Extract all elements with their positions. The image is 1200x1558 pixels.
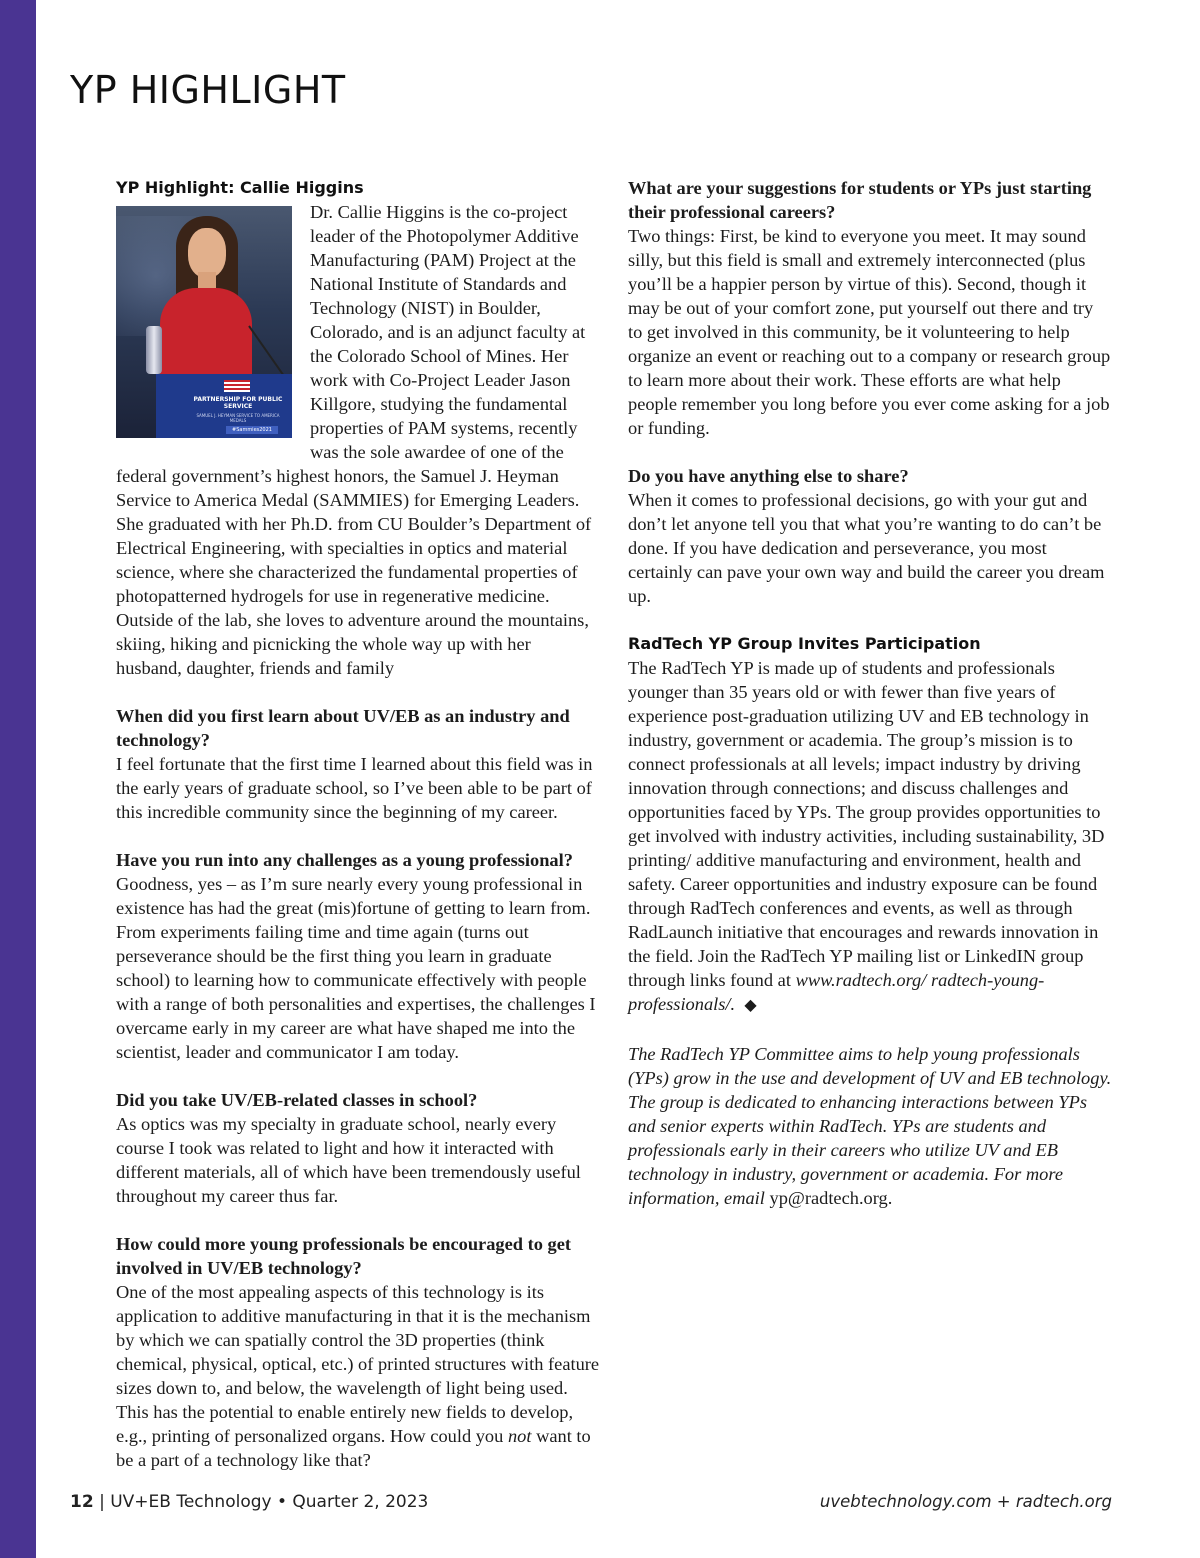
answer-4-emphasis: not: [507, 1426, 532, 1446]
answer-5: Two things: First, be kind to everyone you meet. It may sound silly, but this field is small and extremely interconnected (plus you’ll be a happier person by virtue of this). Second, though it may be out of your comfort zone, put yourself out there and try to get involved in this community, be it volunteering to help organize an event or reaching out to a company or research group to learn more about their work. These efforts are what help people remember you long before you ever come asking for a job or funding.: [628, 226, 1111, 438]
end-diamond-icon: ◆: [744, 997, 757, 1014]
podium-subtext: SAMUEL J. HEYMAN SERVICE TO AMERICA MEDALS: [196, 413, 280, 423]
committee-email[interactable]: yp@radtech.org.: [769, 1188, 893, 1208]
answer-4-text-end: want to be a part of a technology like that?: [116, 1426, 591, 1470]
question-2: Have you run into any challenges as a young professional?: [116, 850, 573, 870]
answer-4-text: One of the most appealing aspects of this technology is its application to additive manufacturing in that it is the mechanism by which we can spatially control the 3D properties (think chemical, physical, optical, etc.) of printed structures with feature sizes down to, and below, the wavelength of light being used. This has the potential to enable entirely new fields to develop, e.g., printing of personalized organs. How could you: [116, 1282, 600, 1446]
group-body: The RadTech YP is made up of students and professionals younger than 35 years old or with fewer than five years of experience post-graduation utilizing UV and EB technology in industry, government or academia. The group’s mission is to connect professionals at all levels; impact industry by driving innovation through connections; and discuss challenges and opportunities faced by YPs. The group provides opportunities to get involved with industry activities, including sustainability, 3D printing/ additive manufacturing and environment, health and safety. Career opportunities and industry exposure can be found through RadTech conferences and events, as well as through RadLaunch initiative that encourages and rewards innovation in the field. Join the RadTech YP mailing list or LinkedIN group through links found at: [628, 658, 1105, 990]
answer-1: I feel fortunate that the first time I learned about this field was in the early years of graduate school, so I’ve been able to be part of this incredible community since the beginning of my career.: [116, 754, 593, 822]
podium-tag: #Sammies2021: [226, 426, 278, 434]
committee-text: The RadTech YP Committee aims to help young professionals (YPs) grow in the use and development of UV and EB technology. The group is dedicated to enhancing interactions between YPs and senior experts within RadTech. YPs are students and professionals early in their careers who utilize UV and EB technology in industry, government or academia. For more information, email: [628, 1044, 1112, 1208]
answer-6: When it comes to professional decisions, go with your gut and don’t let anyone tell you that what you’re wanting to do can’t be done. If you have dedication and perseverance, you most certainly can pave your own way and build the career you dream up.: [628, 490, 1105, 606]
callie-higgins-photo: [116, 206, 292, 438]
microphone: [248, 325, 284, 375]
footer-sites: uvebtechnology.com + radtech.org: [819, 1492, 1112, 1511]
intro-paragraph: Dr. Callie Higgins is the co-project leader of the Photopolymer Additive Manufacturing (PAM) Project at the National Institute of Standards and Technology (NIST) in Boulder, Colorado, and is an adjunct faculty at the Colorado School of Mines. Her work with Co-Project Leader Jason Killgore, studying the fundamental properties of PAM systems, recently was the sole awardee of one of the federal government’s highest honors, the Samuel J. Heyman Service to America Medal (SAMMIES) for Emerging Leaders. She graduated with her Ph.D. from CU Boulder’s Department of Electrical Engineering, with specialties in optics and material science, where she characterized the fundamental properties of photopatterned hydrogels for use in regenerative medicine. Outside of the lab, she loves to adventure around the mountains, skiing, hiking and picnicking the whole way up with her husband, daughter, friends and family: [116, 202, 592, 678]
question-4: How could more young professionals be encouraged to get involved in UV/EB technology?: [116, 1234, 571, 1278]
photo-face: [188, 228, 226, 278]
question-1: When did you first learn about UV/EB as an industry and technology?: [116, 706, 570, 750]
podium-text: PARTNERSHIP FOR PUBLIC SERVICE: [193, 396, 283, 410]
right-column: [628, 176, 1112, 1210]
article-heading: YP Highlight: Callie Higgins: [116, 178, 364, 197]
side-color-bar: [0, 0, 36, 1558]
publication-name: UV+EB Technology • Quarter 2, 2023: [110, 1492, 429, 1512]
group-paragraph: [628, 656, 1112, 1018]
award-trophy: [146, 326, 162, 374]
answer-3: As optics was my specialty in graduate school, nearly every course I took was related to light and how it interacted with different materials, all of which have been tremendously useful throughout my career thus far.: [116, 1114, 581, 1206]
footer-left: [70, 1490, 428, 1514]
page-number: 12: [70, 1492, 94, 1512]
question-5: What are your suggestions for students or YPs just starting their professional careers?: [628, 178, 1092, 222]
group-heading: RadTech YP Group Invites Participation: [628, 634, 981, 653]
question-3: Did you take UV/EB-related classes in school?: [116, 1090, 478, 1110]
left-column: [116, 176, 600, 1496]
footer-separator: |: [99, 1492, 105, 1512]
committee-paragraph: [628, 1042, 1112, 1210]
answer-4: [116, 1280, 600, 1472]
page-title: YP HIGHLIGHT: [70, 68, 346, 112]
answer-2: Goodness, yes – as I’m sure nearly every young professional in existence has had the great (mis)fortune of getting to learn from. From experiments failing time and time again (turns out perseverance should be the first thing you learn in graduate school) to learning how to communicate effectively with people with a range of both personalities and expertises, the challenges I overcame early in my career are what have shaped me into the scientist, leader and communicator I am today.: [116, 874, 596, 1062]
question-6: Do you have anything else to share?: [628, 466, 909, 486]
podium-flag-logo: [224, 380, 250, 392]
group-link[interactable]: www.radtech.org/ radtech-young-professionals/.: [628, 970, 1045, 1014]
